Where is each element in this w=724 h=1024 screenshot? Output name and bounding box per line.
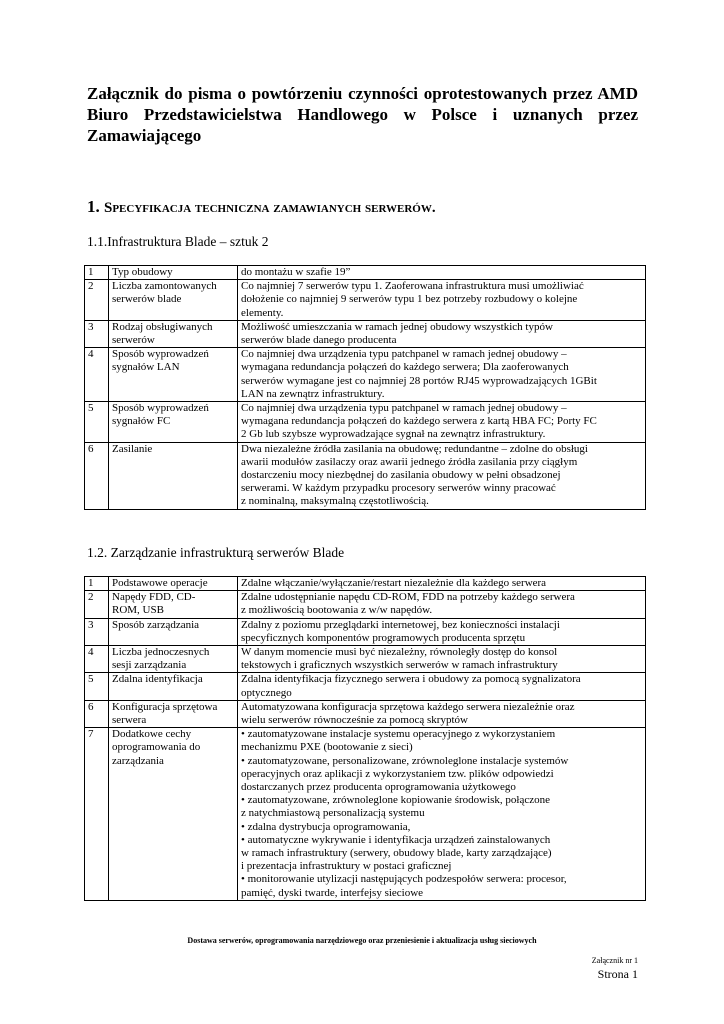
- row-number: 4: [85, 348, 109, 402]
- row-description-line: Automatyzowana konfiguracja sprzętowa każdego serwera niezależnie oraz: [241, 700, 575, 713]
- row-label-line: Podstawowe operacje: [112, 577, 208, 589]
- row-label: [109, 591, 238, 618]
- row-number: 2: [85, 591, 109, 618]
- row-label-line: serwerów blade: [112, 293, 182, 306]
- row-description: [238, 577, 646, 591]
- row-number: 5: [85, 402, 109, 443]
- row-description: [238, 673, 646, 700]
- table-row: [85, 577, 646, 591]
- row-label: [109, 402, 238, 443]
- row-description-line: Dwa niezależne źródła zasilania na obudowę; redundantne – zdolne do obsługi: [241, 442, 588, 455]
- row-label: [109, 266, 238, 280]
- row-description-line: optycznego: [241, 686, 292, 699]
- row-description: [238, 591, 646, 618]
- row-description-line: serwerami. W każdym przypadku procesory serwerów winny pracować: [241, 482, 556, 495]
- row-description-line: Co najmniej dwa urządzenia typu patchpanel w ramach jednej obudowy –: [241, 402, 567, 415]
- row-description: [238, 618, 646, 645]
- row-description-line: wymagana redundancja połączeń do każdego serwera; Dla zaoferowanych: [241, 361, 569, 374]
- row-description-line: Zdalna identyfikacja fizycznego serwera i obudowy za pomocą sygnalizatora: [241, 673, 581, 686]
- row-label-line: Typ obudowy: [112, 266, 173, 278]
- row-number: 7: [85, 728, 109, 901]
- row-label-line: sygnałów FC: [112, 415, 171, 428]
- table-row: [85, 348, 646, 402]
- row-label: [109, 320, 238, 347]
- table-row: [85, 591, 646, 618]
- row-description-line: Co najmniej 7 serwerów typu 1. Zaoferowana infrastruktura musi umożliwiać: [241, 280, 584, 293]
- row-label: [109, 646, 238, 673]
- row-description-line: 2 Gb lub szybsze wyprowadzające sygnał na zewnątrz infrastruktury.: [241, 428, 546, 441]
- table-row: [85, 320, 646, 347]
- row-label: [109, 618, 238, 645]
- row-label-line: sesji zarządzania: [112, 659, 187, 672]
- row-description-line: mechanizmu PXE (bootowanie z sieci): [241, 741, 413, 754]
- table-row: [85, 402, 646, 443]
- row-label-line: Dodatkowe cechy: [112, 728, 192, 741]
- row-label-line: serwera: [112, 714, 147, 727]
- row-description: [238, 442, 646, 509]
- title-line-1: Załącznik do pisma o powtórzeniu czynności oprotestowanych przez AMD: [87, 84, 638, 103]
- row-description: [238, 700, 646, 727]
- row-label-line: sygnałów LAN: [112, 361, 180, 374]
- row-description-line: • zdalna dystrybucja oprogramowania,: [241, 820, 411, 833]
- row-label-line: Rodzaj obsługiwanych: [112, 320, 213, 333]
- row-label-line: ROM, USB: [112, 604, 164, 617]
- row-description-line: w ramach infrastruktury (serwery, obudowy blade, karty zarządzające): [241, 847, 552, 860]
- row-number: 1: [85, 577, 109, 591]
- row-description-line: serwerów wymagane jest co najmniej 28 portów RJ45 wyprowadzających 1GBit: [241, 374, 597, 387]
- row-description: [238, 280, 646, 321]
- row-description-line: specyficznych komponentów programowych producenta sprzętu: [241, 631, 526, 644]
- row-label: [109, 577, 238, 591]
- row-description-line: Zdalne włączanie/wyłączanie/restart niezależnie dla każdego serwera: [241, 577, 547, 589]
- row-label-line: oprogramowania do: [112, 741, 201, 754]
- row-label-line: Zdalna identyfikacja: [112, 673, 203, 686]
- section-1-title: Specyfikacja techniczna zamawianych serwerów.: [104, 200, 436, 216]
- title-line-3: Zamawiającego: [87, 126, 202, 145]
- row-number: 6: [85, 442, 109, 509]
- row-number: 3: [85, 618, 109, 645]
- row-label: [109, 673, 238, 700]
- row-label-line: Napędy FDD, CD-: [112, 591, 196, 604]
- table-row: [85, 266, 646, 280]
- table-row: [85, 673, 646, 700]
- row-description-line: • monitorowanie utylizacji następujących podzespołów serwera: procesor,: [241, 873, 567, 886]
- row-description-line: tekstowych i graficznych wszystkich serwerów w ramach infrastruktury: [241, 659, 558, 672]
- footer-text: Dostawa serwerów, oprogramowania narzędziowego oraz przeniesienie i aktualizacja usług sieciowych: [187, 936, 537, 945]
- row-label: [109, 728, 238, 901]
- table-row: [85, 618, 646, 645]
- row-label-line: serwerów: [112, 334, 155, 347]
- row-label-line: Konfiguracja sprzętowa: [112, 700, 218, 713]
- row-label-line: Liczba jednoczesnych: [112, 646, 210, 659]
- subsection-1-1-heading: 1.1.Infrastruktura Blade – sztuk 2: [87, 234, 269, 249]
- row-description-line: i prezentacja infrastruktury w postaci graficznej: [241, 860, 452, 873]
- row-label-line: Sposób wyprowadzeń: [112, 348, 209, 361]
- row-description: [238, 728, 646, 901]
- table-row: [85, 442, 646, 509]
- row-label-line: Zasilanie: [112, 442, 153, 455]
- attachment-label: Załącznik nr 1: [591, 956, 638, 965]
- row-description-line: awarii modułów zasilaczy oraz awarii jednego źródła zasilania przy ciągłym: [241, 455, 578, 468]
- section-1-number: 1.: [87, 197, 100, 216]
- subsection-1-2-heading: 1.2. Zarządzanie infrastrukturą serwerów Blade: [87, 545, 345, 560]
- row-description-line: do montażu w szafie 19”: [241, 266, 351, 278]
- row-description-line: pamięć, dyski twarde, interfejsy sieciowe: [241, 886, 424, 899]
- row-label-line: Liczba zamontowanych: [112, 280, 217, 293]
- row-description-line: • zautomatyzowane instalacje systemu operacyjnego z wykorzystaniem: [241, 728, 556, 741]
- table-row: [85, 728, 646, 901]
- row-number: 4: [85, 646, 109, 673]
- row-description-line: z nominalną, maksymalną częstotliwością.: [241, 495, 429, 508]
- row-number: 6: [85, 700, 109, 727]
- row-description-line: wielu serwerów równocześnie za pomocą skryptów: [241, 714, 468, 727]
- document-title: [87, 83, 638, 146]
- blade-infrastructure-table: [84, 265, 646, 510]
- row-label: [109, 700, 238, 727]
- row-description-line: • automatyczne wykrywanie i identyfikacja urządzeń zainstalowanych: [241, 833, 551, 846]
- blade-management-table: [84, 576, 646, 901]
- row-description-line: dostarczeniu mocy niezbędnej do zasilania obudowy w pełni obsadzonej: [241, 469, 561, 482]
- row-description-line: z możliwością bootowania z w/w napędów.: [241, 604, 433, 617]
- row-description-line: LAN na zewnątrz infrastruktury.: [241, 387, 385, 400]
- row-description-line: z natychmiastową personalizacją systemu: [241, 807, 425, 820]
- row-number: 3: [85, 320, 109, 347]
- table-row: [85, 700, 646, 727]
- row-description: [238, 320, 646, 347]
- row-description-line: Zdalne udostępnianie napędu CD-ROM, FDD na potrzeby każdego serwera: [241, 591, 575, 604]
- table-row: [85, 280, 646, 321]
- row-label-line: Sposób wyprowadzeń: [112, 402, 209, 415]
- row-description-line: • zautomatyzowane, personalizowane, zrównoleglone instalacje systemów: [241, 754, 569, 767]
- row-description: [238, 266, 646, 280]
- row-description-line: dołożenie co najmniej 9 serwerów typu 1 bez potrzeby rozbudowy o kolejne: [241, 293, 578, 306]
- row-description: [238, 348, 646, 402]
- row-label-line: zarządzania: [112, 754, 164, 767]
- row-description-line: W danym momencie musi być niezależny, równoległy dostęp do konsol: [241, 646, 558, 659]
- row-description-line: Co najmniej dwa urządzenia typu patchpanel w ramach jednej obudowy –: [241, 348, 567, 361]
- title-line-2: Biuro Przedstawicielstwa Handlowego w Polsce i uznanych przez: [87, 105, 638, 124]
- row-label: [109, 280, 238, 321]
- row-description-line: Zdalny z poziomu przeglądarki internetowej, bez konieczności instalacji: [241, 618, 560, 631]
- row-number: 2: [85, 280, 109, 321]
- section-1-heading: [87, 197, 436, 217]
- row-description-line: serwerów blade danego producenta: [241, 334, 397, 347]
- row-label: [109, 442, 238, 509]
- row-description: [238, 402, 646, 443]
- row-description-line: Możliwość umieszczania w ramach jednej obudowy wszystkich typów: [241, 320, 553, 333]
- page-number: Strona 1: [597, 967, 638, 981]
- row-label: [109, 348, 238, 402]
- row-description-line: • zautomatyzowane, zrównoleglone kopiowanie środowisk, połączone: [241, 794, 551, 807]
- row-description: [238, 646, 646, 673]
- row-label-line: Sposób zarządzania: [112, 618, 200, 631]
- row-description-line: wymagana redundancja połączeń do każdego serwera z kartą HBA FC; Porty FC: [241, 415, 597, 428]
- row-description-line: operacyjnych oraz aplikacji z wykorzystaniem tzw. plików odpowiedzi: [241, 767, 554, 780]
- table-row: [85, 646, 646, 673]
- row-description-line: dostarczanych przez producenta oprogramowania użytkowego: [241, 781, 516, 794]
- row-number: 5: [85, 673, 109, 700]
- row-number: 1: [85, 266, 109, 280]
- row-description-line: elementy.: [241, 306, 284, 319]
